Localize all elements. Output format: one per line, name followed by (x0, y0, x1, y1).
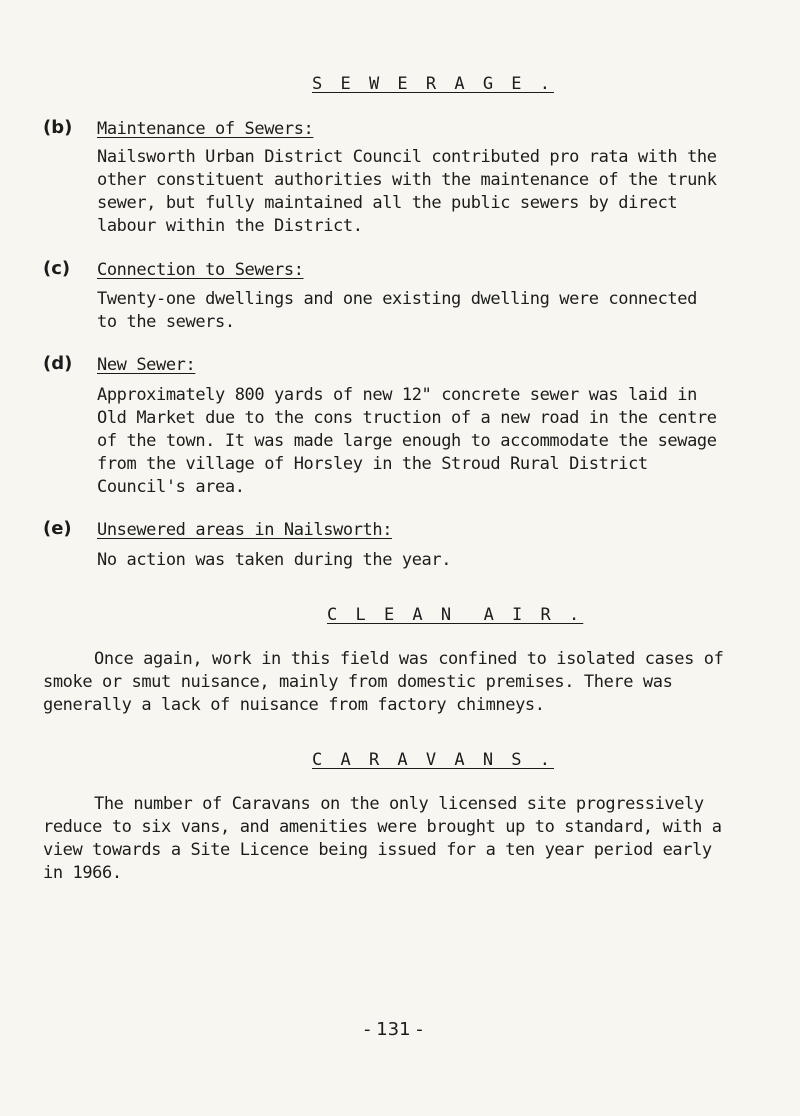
section-c-line-1: Twenty-one dwellings and one existing dwelling were connected (97, 289, 697, 309)
section-d-line-2: Old Market due to the cons truction of a new road in the centre (97, 408, 717, 428)
section-e-marker: (e) (43, 518, 72, 539)
caravans-line-1: The number of Caravans on the only licensed site progressively (94, 794, 704, 814)
caravans-title: C A R A V A N S . (312, 750, 554, 770)
section-b-line-2: other constituent authorities with the maintenance of the trunk (97, 170, 717, 190)
section-c-heading: Connection to Sewers: (97, 260, 304, 280)
section-d-line-1: Approximately 800 yards of new 12" concrete sewer was laid in (97, 385, 697, 405)
section-e-line-1: No action was taken during the year. (97, 550, 452, 570)
section-c-marker: (c) (43, 258, 71, 279)
clean-air-line-2: smoke or smut nuisance, mainly from domestic premises. There was (43, 672, 673, 692)
section-d-marker: (d) (43, 353, 73, 374)
clean-air-line-1: Once again, work in this field was confined to isolated cases of (94, 649, 724, 669)
section-e-heading: Unsewered areas in Nailsworth: (97, 520, 393, 540)
section-b-line-4: labour within the District. (97, 216, 363, 236)
caravans-line-2: reduce to six vans, and amenities were brought up to standard, with a (43, 817, 722, 837)
section-b-heading: Maintenance of Sewers: (97, 119, 314, 139)
clean-air-line-3: generally a lack of nuisance from factory chimneys. (43, 695, 545, 715)
section-b-line-3: sewer, but fully maintained all the public sewers by direct (97, 193, 678, 213)
caravans-line-3: view towards a Site Licence being issued for a ten year period early (43, 840, 712, 860)
section-b-marker: (b) (43, 117, 73, 138)
section-c-line-2: to the sewers. (97, 312, 235, 332)
section-d-line-3: of the town. It was made large enough to accommodate the sewage (97, 431, 717, 451)
section-d-line-4: from the village of Horsley in the Stroud Rural District (97, 454, 648, 474)
section-d-line-5: Council's area. (97, 477, 245, 497)
section-d-heading: New Sewer: (97, 355, 196, 375)
caravans-line-4: in 1966. (43, 863, 122, 883)
page-number: - 131 - (364, 1019, 423, 1040)
clean-air-title: C L E A N A I R . (327, 605, 584, 625)
sewerage-title: S E W E R A G E . (312, 74, 554, 94)
section-b-line-1: Nailsworth Urban District Council contributed pro rata with the (97, 147, 717, 167)
